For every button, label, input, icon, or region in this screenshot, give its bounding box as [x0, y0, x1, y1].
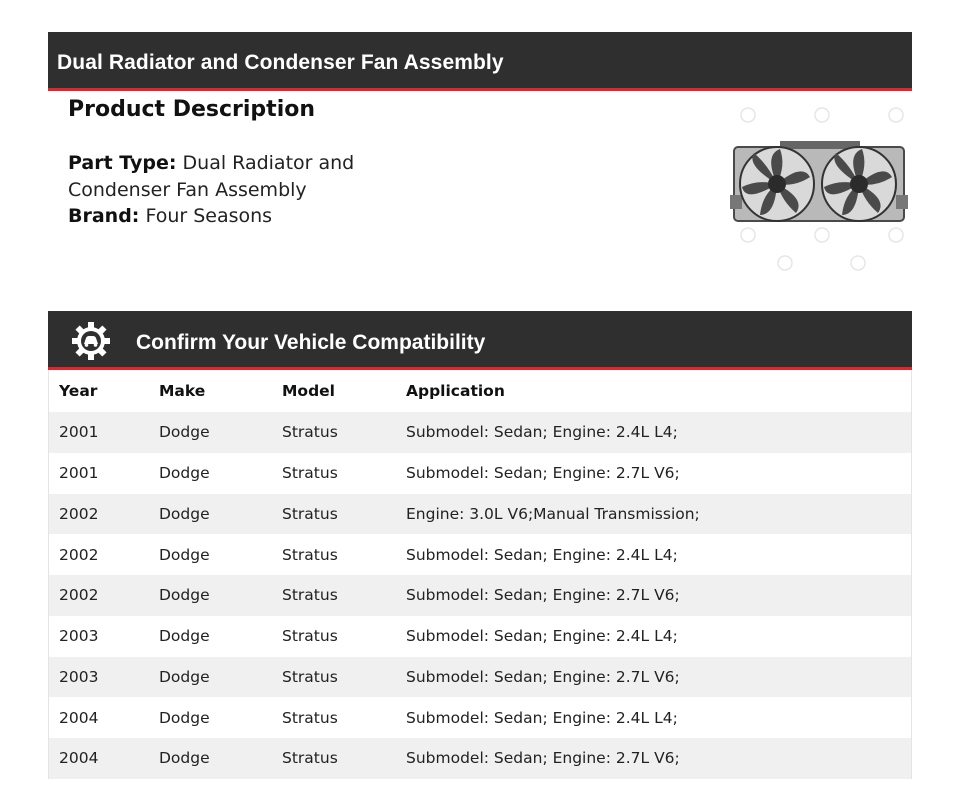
cell-model: Stratus: [282, 504, 338, 523]
brand-line: [68, 203, 448, 230]
cell-model: Stratus: [282, 627, 338, 646]
cell-application: Engine: 3.0L V6;Manual Transmission;: [406, 504, 700, 523]
cell-make: Dodge: [159, 504, 210, 523]
cell-year: 2004: [59, 749, 99, 768]
cell-year: 2002: [59, 586, 99, 605]
cell-model: Stratus: [282, 464, 338, 483]
cell-application: Submodel: Sedan; Engine: 2.7L V6;: [406, 464, 680, 483]
cell-year: 2001: [59, 464, 99, 483]
cell-year: 2002: [59, 545, 99, 564]
gear-car-icon: [70, 320, 112, 362]
table-header-row: [49, 370, 911, 412]
brand-value: Four Seasons: [145, 205, 273, 227]
table-row: [49, 412, 911, 453]
product-description-heading: Product Description: [68, 97, 316, 122]
cell-model: Stratus: [282, 545, 338, 564]
cell-model: Stratus: [282, 423, 338, 442]
table-row: [49, 616, 911, 657]
cell-model: Stratus: [282, 586, 338, 605]
cell-application: Submodel: Sedan; Engine: 2.4L L4;: [406, 423, 678, 442]
cell-model: Stratus: [282, 708, 338, 727]
cell-application: Submodel: Sedan; Engine: 2.4L L4;: [406, 545, 678, 564]
part-type-label: Part Type:: [68, 152, 177, 174]
column-header-year: Year: [59, 382, 98, 400]
cell-application: Submodel: Sedan; Engine: 2.7L V6;: [406, 667, 680, 686]
table-row: [49, 453, 911, 494]
column-header-application: Application: [406, 382, 505, 400]
cell-make: Dodge: [159, 464, 210, 483]
cell-application: Submodel: Sedan; Engine: 2.4L L4;: [406, 708, 678, 727]
fan-assembly-image: [720, 95, 915, 275]
table-row: [49, 657, 911, 698]
cell-year: 2003: [59, 627, 99, 646]
part-type-line: [68, 150, 448, 203]
cell-make: Dodge: [159, 708, 210, 727]
part-type-value: Dual Radiator and Condenser Fan Assembly: [68, 152, 355, 201]
cell-application: Submodel: Sedan; Engine: 2.7L V6;: [406, 586, 680, 605]
compatibility-banner: [48, 311, 912, 370]
cell-model: Stratus: [282, 667, 338, 686]
compatibility-title: Confirm Your Vehicle Compatibility: [136, 331, 486, 354]
compatibility-table-container: [48, 370, 912, 779]
brand-label: Brand:: [68, 205, 140, 227]
cell-year: 2002: [59, 504, 99, 523]
cell-year: 2004: [59, 708, 99, 727]
column-header-make: Make: [159, 382, 206, 400]
table-row: [49, 738, 911, 779]
cell-make: Dodge: [159, 423, 210, 442]
cell-make: Dodge: [159, 749, 210, 768]
compatibility-table: [49, 370, 911, 779]
cell-make: Dodge: [159, 545, 210, 564]
cell-make: Dodge: [159, 667, 210, 686]
table-row: [49, 697, 911, 738]
cell-model: Stratus: [282, 749, 338, 768]
table-row: [49, 534, 911, 575]
cell-year: 2001: [59, 423, 99, 442]
product-description-body: [68, 150, 448, 230]
product-title: Dual Radiator and Condenser Fan Assembly: [57, 51, 504, 74]
cell-year: 2003: [59, 667, 99, 686]
cell-make: Dodge: [159, 586, 210, 605]
cell-application: Submodel: Sedan; Engine: 2.4L L4;: [406, 627, 678, 646]
cell-make: Dodge: [159, 627, 210, 646]
column-header-model: Model: [282, 382, 335, 400]
table-row: [49, 494, 911, 535]
cell-application: Submodel: Sedan; Engine: 2.7L V6;: [406, 749, 680, 768]
table-row: [49, 575, 911, 616]
product-title-banner: [48, 32, 912, 91]
